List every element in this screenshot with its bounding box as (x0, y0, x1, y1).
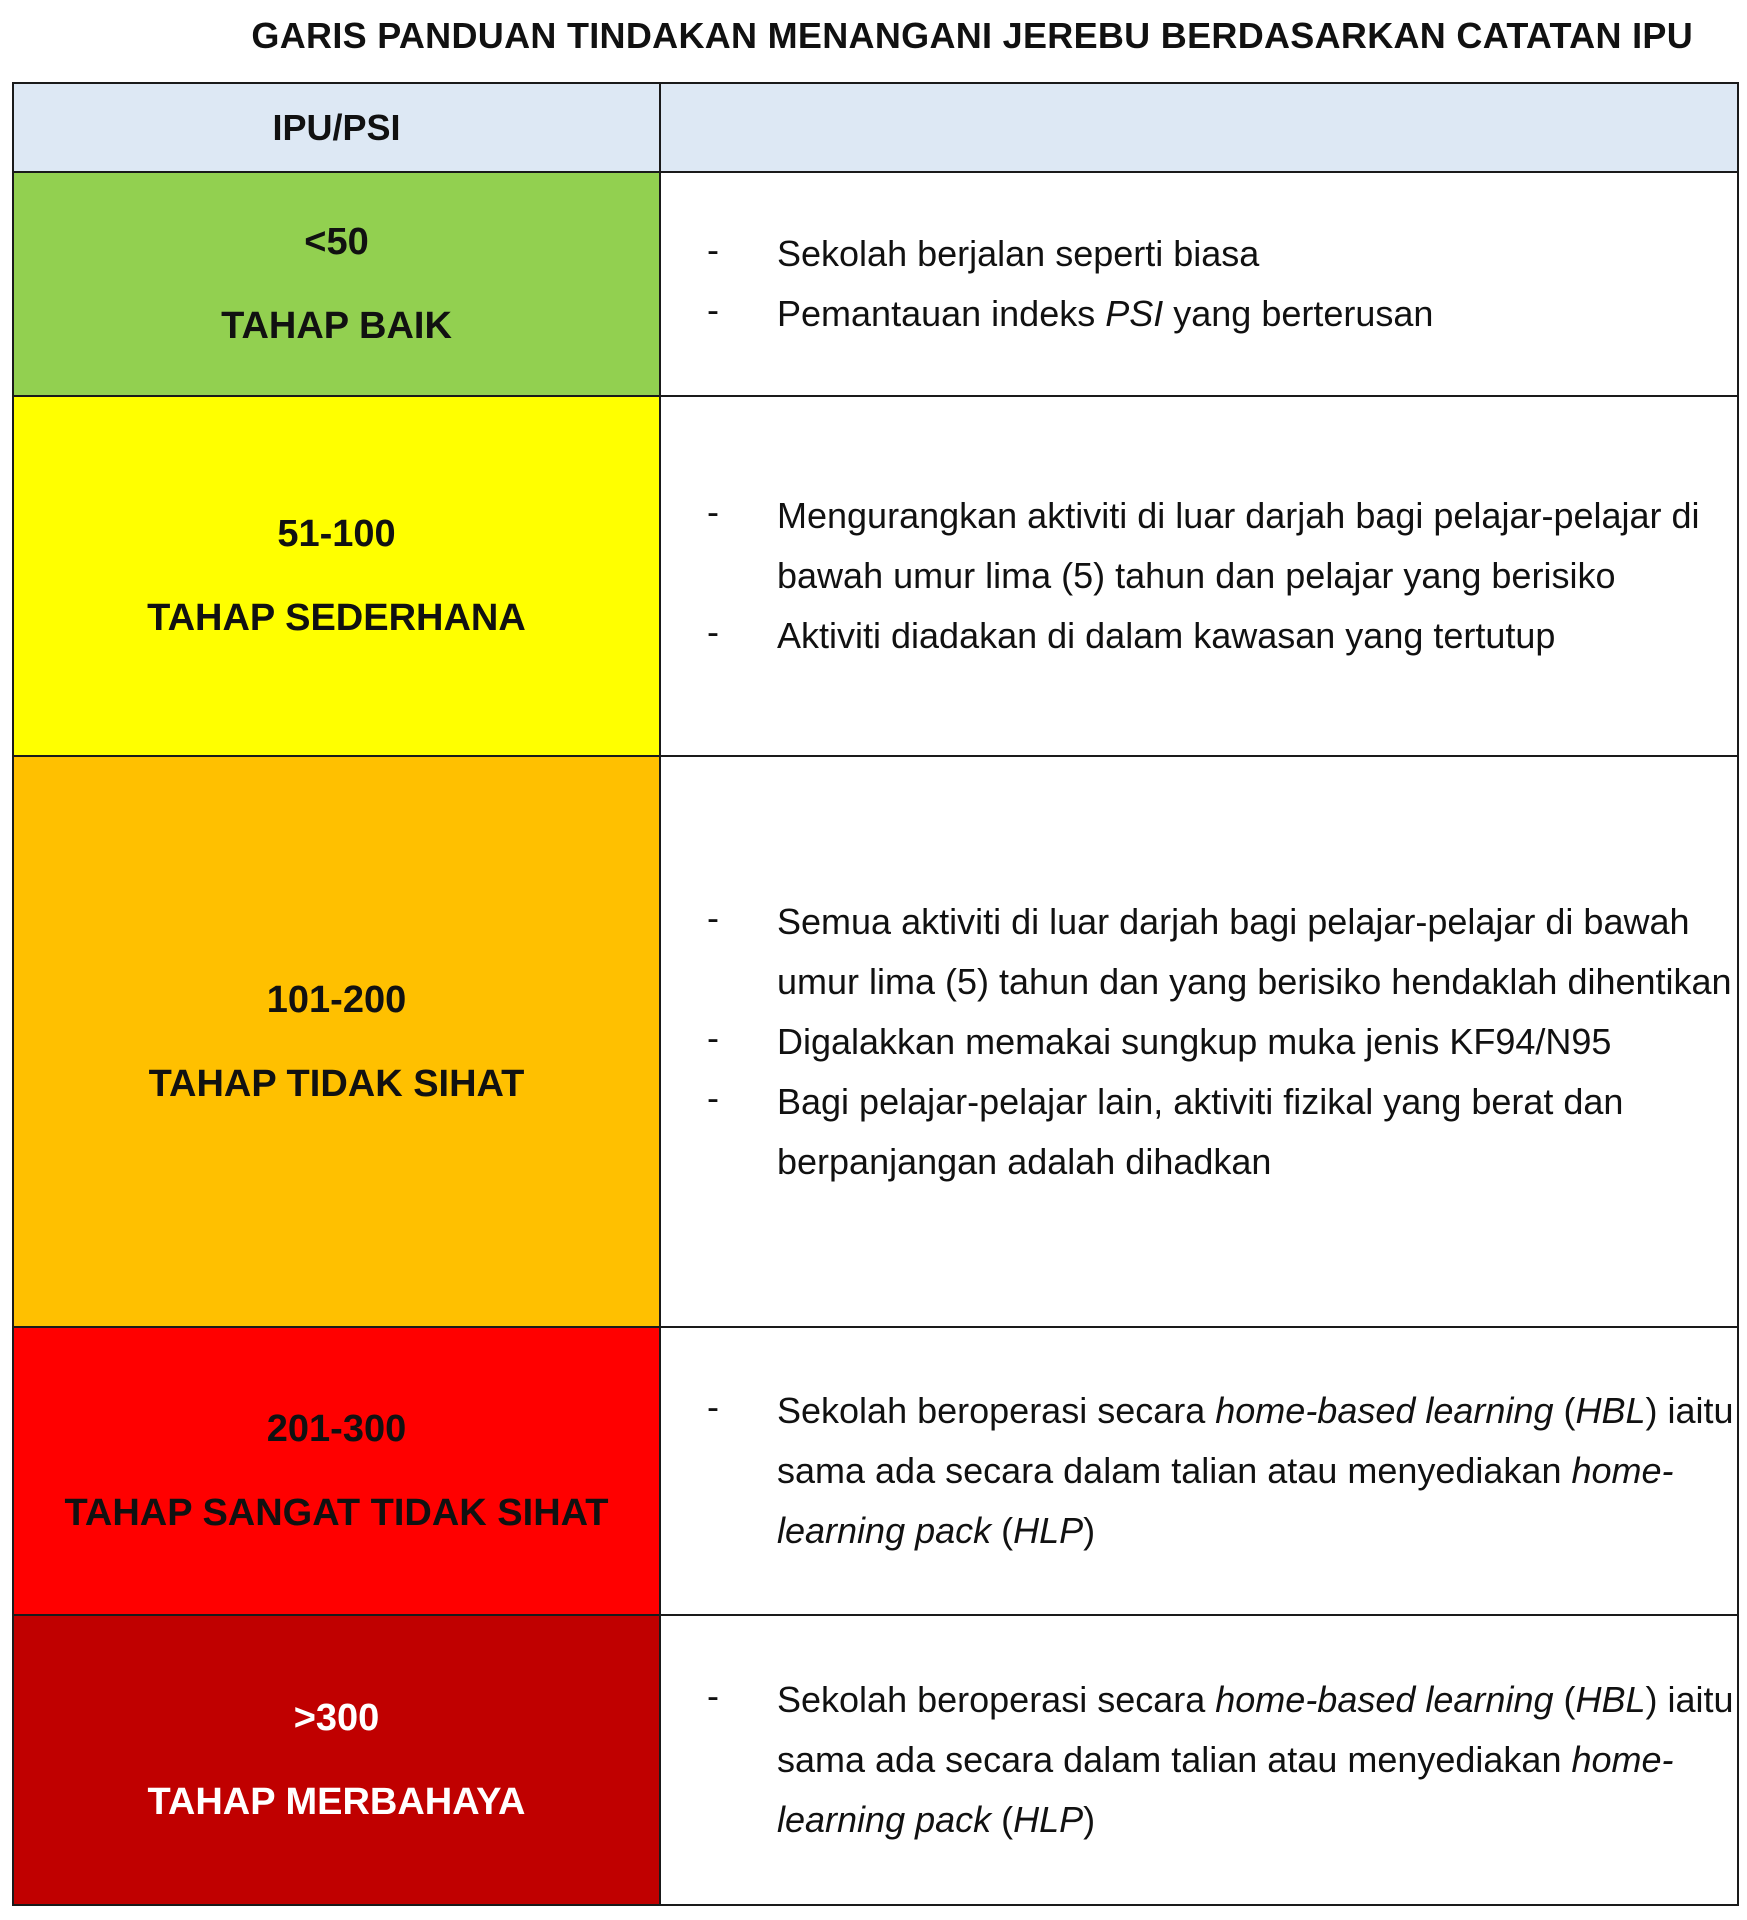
actions-cell (660, 396, 1738, 756)
table-row (13, 396, 1738, 756)
table-row (13, 1327, 1738, 1615)
table-row (13, 1615, 1738, 1905)
action-item: - Pemantauan indeks PSI yang berterusan (661, 284, 1737, 344)
header-ipu-psi: IPU/PSI (13, 83, 660, 172)
ipu-range: <50 (304, 221, 369, 263)
action-item: - Digalakkan memakai sungkup muka jenis KF94/N95 (661, 1012, 1737, 1072)
actions-cell (660, 1615, 1738, 1905)
actions-cell (660, 1327, 1738, 1615)
action-item: - Aktiviti diadakan di dalam kawasan yang tertutup (661, 606, 1737, 666)
header-actions (660, 83, 1738, 172)
action-list (661, 1381, 1737, 1561)
level-name: TAHAP MERBAHAYA (147, 1781, 526, 1823)
table-header-row (13, 83, 1738, 172)
level-name: TAHAP SEDERHANA (147, 597, 526, 639)
action-item: - Semua aktiviti di luar darjah bagi pelajar-pelajar di bawah umur lima (5) tahun dan yang berisiko hendaklah dihentikan (661, 892, 1737, 1012)
level-cell (13, 1615, 660, 1905)
table-row (13, 172, 1738, 396)
level-cell (13, 1327, 660, 1615)
action-list (661, 892, 1737, 1192)
level-name: TAHAP BAIK (221, 305, 452, 347)
ipu-range: 101-200 (266, 978, 407, 1021)
ipu-range: 51-100 (277, 513, 396, 555)
page-title: GARIS PANDUAN TINDAKAN MENANGANI JEREBU BERDASARKAN CATATAN IPU (251, 15, 1693, 56)
level-cell (13, 172, 660, 396)
action-list (661, 1670, 1737, 1850)
level-cell (13, 756, 660, 1327)
haze-guideline-table (12, 82, 1739, 1906)
action-item: - Sekolah beroperasi secara home-based learning (HBL) iaitu sama ada secara dalam talian atau menyediakan home-learning pack (HLP) (661, 1381, 1737, 1561)
action-list (661, 486, 1737, 666)
action-item: - Mengurangkan aktiviti di luar darjah bagi pelajar-pelajar di bawah umur lima (5) tahun dan pelajar yang berisiko (661, 486, 1737, 606)
level-name: TAHAP SANGAT TIDAK SIHAT (64, 1492, 609, 1534)
ipu-range: 201-300 (266, 1408, 407, 1450)
action-list (661, 224, 1737, 344)
action-item: - Sekolah berjalan seperti biasa (661, 224, 1737, 284)
actions-cell (660, 756, 1738, 1327)
level-name: TAHAP TIDAK SIHAT (148, 1062, 525, 1105)
actions-cell (660, 172, 1738, 396)
level-cell (13, 396, 660, 756)
table-row (13, 756, 1738, 1327)
action-item: - Bagi pelajar-pelajar lain, aktiviti fizikal yang berat dan berpanjangan adalah dihadkan (661, 1072, 1737, 1192)
ipu-range: >300 (293, 1697, 380, 1739)
action-item: - Sekolah beroperasi secara home-based learning (HBL) iaitu sama ada secara dalam talian atau menyediakan home-learning pack (HLP) (661, 1670, 1737, 1850)
